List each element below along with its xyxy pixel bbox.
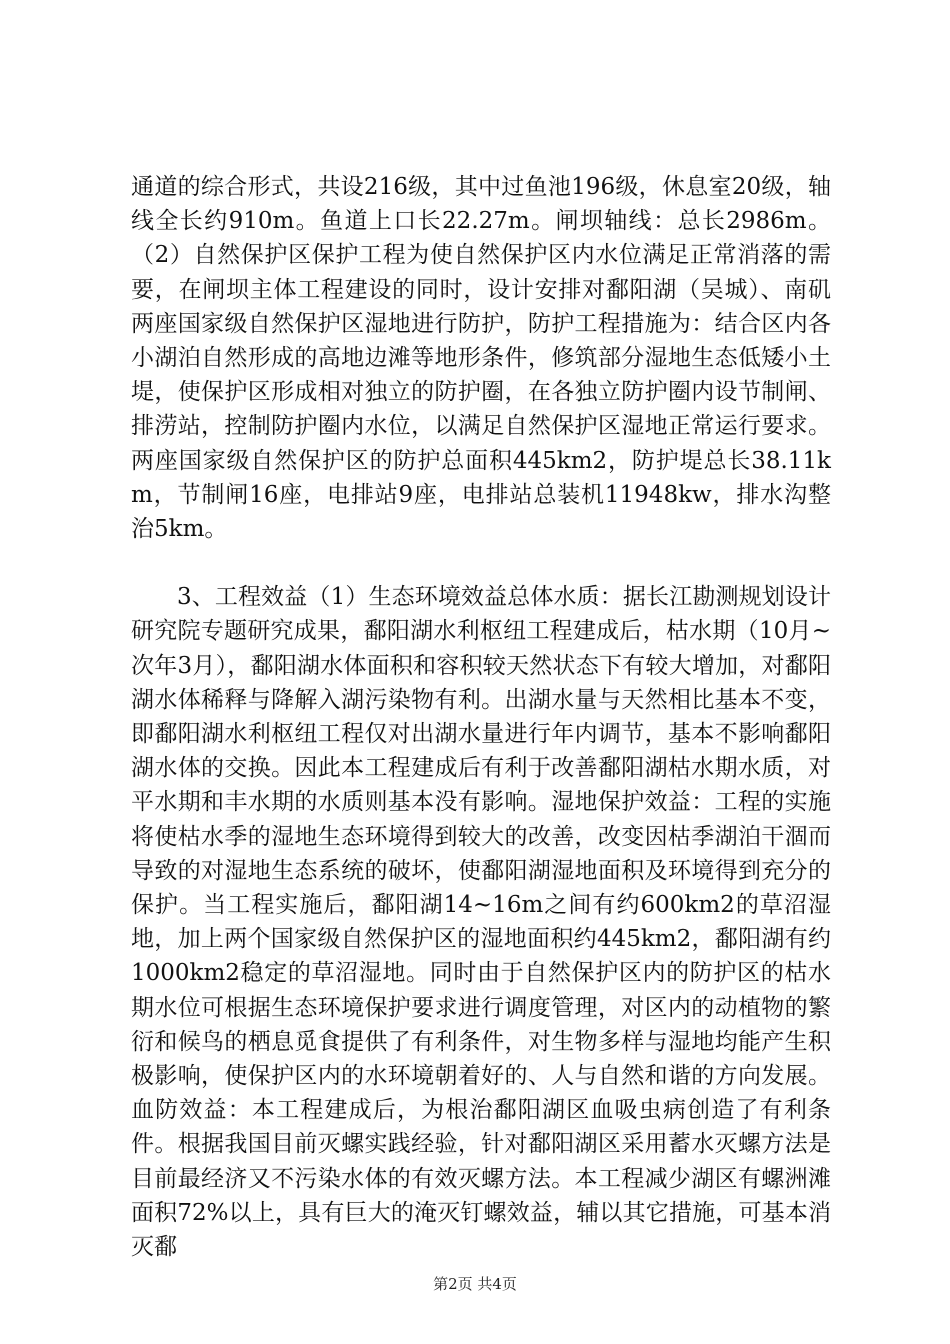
page-number-footer: 第2页 共4页 <box>433 1275 517 1293</box>
paragraph-project-benefits: 3、工程效益（1）生态环境效益总体水质：据长江勘测规划设计研究院专题研究成果，鄱阳湖水利枢纽工程建成后，枯水期（10月~次年3月），鄱阳湖水体面积和容积较天然状态下有较大增加，对鄱阳湖水体稀释与降解入湖污染物有利。出湖水量与天然相比基本不变，即鄱阳湖水利枢纽工程仅对出湖水量进行年内调节，基本不影响鄱阳湖水体的交换。因此本工程建成后有利于改善鄱阳湖枯水期水质，对平水期和丰水期的水质则基本没有影响。湿地保护效益：工程的实施将使枯水季的湿地生态环境得到较大的改善，改变因枯季湖泊干涸而导致的对湿地生态系统的破坏，使鄱阳湖湿地面积及环境得到充分的保护。当工程实施后，鄱阳湖14~16m之间有约600km2的草沼湿地，加上两个国家级自然保护区的湿地面积约445km2，鄱阳湖有约1000km2稳定的草沼湿地。同时由于自然保护区内的防护区的枯水期水位可根据生态环境保护要求进行调度管理，对区内的动植物的繁衍和候鸟的栖息觅食提供了有利条件，对生物多样与湿地均能产生积极影响，使保护区内的水环境朝着好的、人与自然和谐的方向发展。血防效益：本工程建成后，为根治鄱阳湖区血吸虫病创造了有利条件。根据我国目前灭螺实践经验，针对鄱阳湖区采用蓄水灭螺方法是目前最经济又不污染水体的有效灭螺方法。本工程减少湖区有螺洲滩面积72%以上，具有巨大的淹灭钉螺效益，辅以其它措施，可基本消灭鄱 <box>131 584 831 1261</box>
paragraph-continued: 通道的综合形式，共设216级，其中过鱼池196级，休息室20级，轴线全长约910m。鱼道上口长22.27m。闸坝轴线：总长2986m。（2）自然保护区保护工程为使自然保护区内水位满足正常消落的需要，在闸坝主体工程建设的同时，设计安排对鄱阳湖（吴城）、南矶两座国家级自然保护区湿地进行防护，防护工程措施为：结合区内各小湖泊自然形成的高地边滩等地形条件，修筑部分湿地生态低矮小土堤，使保护区形成相对独立的防护圈，在各独立防护圈内设节制闸、排涝站，控制防护圈内水位，以满足自然保护区湿地正常运行要求。两座国家级自然保护区的防护总面积445km2，防护堤总长38.11km，节制闸16座，电排站9座，电排站总装机11948kw，排水沟整治5km。 <box>131 174 831 543</box>
document-body <box>131 170 831 1264</box>
